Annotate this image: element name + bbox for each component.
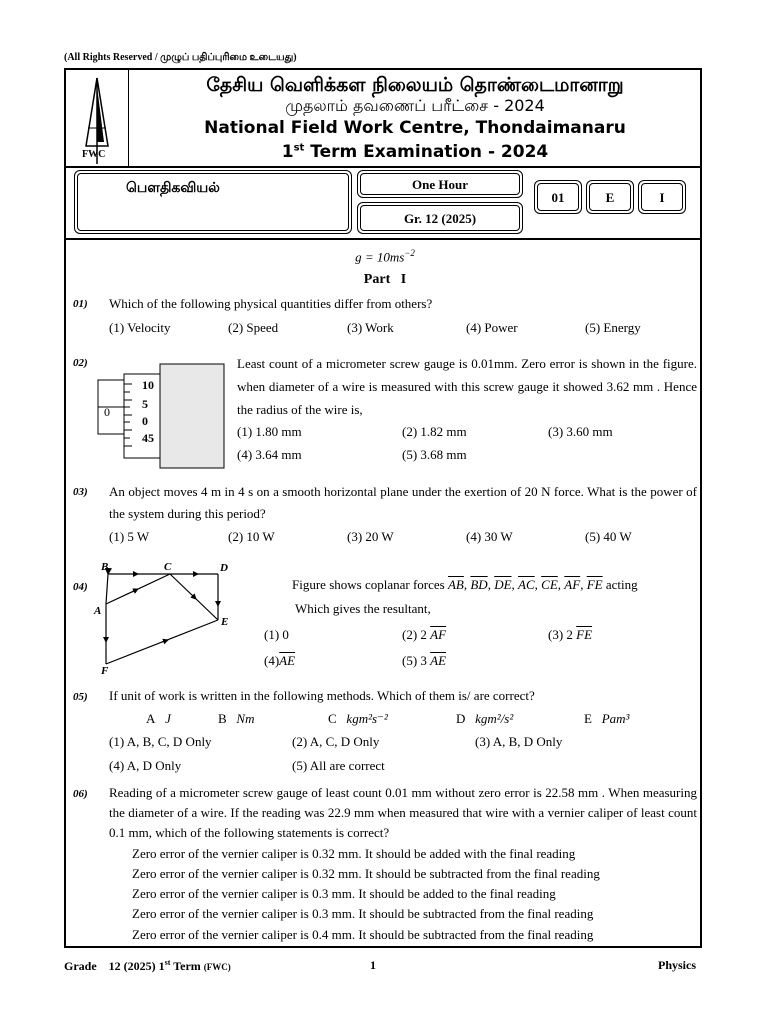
micrometer-tick-10: 10 [142,378,154,392]
q2-option-2[interactable]: (2) 1.82 mm [402,424,467,439]
q5-number: 05) [73,691,88,703]
q3-option-3[interactable]: (3) 20 W [347,529,394,544]
q3-option-4[interactable]: (4) 30 W [466,529,513,544]
vector-AC: $\overline{AC}$ [518,577,535,592]
subject-name: பௌதிகவியல் [126,180,220,196]
q6-text: Reading of a micrometer screw gauge of least count 0.01 mm without zero error is 22.58 mm . When measuring the diameter of a wire. If the reading was 22.9 mm when measured that wire with a vernier caliper of least count 0.1 mm, which of the following statements is correct? [109,785,697,840]
micrometer-tick-5: 5 [142,397,148,411]
q4-option-5[interactable]: (5) 3 $\overline{AE}$ [402,653,447,668]
q3-option-5[interactable]: (5) 40 W [585,529,632,544]
micrometer-figure-icon [96,360,228,470]
point-A-label: A [94,605,102,617]
point-E-label: E [221,616,229,628]
code-2: E [605,190,615,205]
vector-AB: $\overline{AB}$ [447,577,464,592]
part-heading: Part I [363,272,407,287]
q2-option-3[interactable]: (3) 3.60 mm [548,424,613,439]
q2-option-5[interactable]: (5) 3.68 mm [402,447,467,462]
q2-option-4[interactable]: (4) 3.64 mm [237,447,302,462]
code-1: 01 [551,190,565,205]
q5-text: If unit of work is written in the following methods. Which of them is/ are correct? [109,688,535,703]
vector-FE: $\overline{FE}$ [586,577,603,592]
point-F-label: F [101,665,109,677]
point-D-label: D [220,562,228,574]
q6-number: 06) [73,788,88,800]
code-3: I [659,190,665,205]
q5-option-1[interactable]: (1) A, B, C, D Only [109,734,212,749]
q5-unit-B: B Nm [218,711,255,726]
duration: One Hour [412,177,468,192]
vector-CE: $\overline{CE}$ [541,577,558,592]
english-title: National Field Work Centre, Thondaimanaru [204,118,626,138]
q3-number: 03) [73,486,88,498]
point-B-label: B [101,561,109,573]
q4-text: Figure shows coplanar forces $\overline{AB}$, $\overline{BD}$, $\overline{DE}$, $\overline{AC}$, $\overline{CE}$, $\overline{AF}$, $\overline{FE}$ acting [292,577,638,592]
rights-notice: (All Rights Reserved / முழுப் பதிப்புரிமை உடையது) [64,52,297,63]
vector-DE: $\overline{DE}$ [494,577,512,592]
info-divider [66,238,700,240]
q1-option-5[interactable]: (5) Energy [585,320,641,335]
q5-option-3[interactable]: (3) A, B, D Only [475,734,563,749]
tamil-title: தேசிய வெளிக்கள நிலையம் தொண்டைமானாறு [206,74,624,96]
q3-text: An object moves 4 m in 4 s on a smooth horizontal plane under the exertion of 20 N force. What is the power of the system during this period? [109,484,697,521]
q5-option-2[interactable]: (2) A, C, D Only [292,734,380,749]
q4-vector-list: $\overline{AB}$, $\overline{BD}$, $\overline{DE}$, $\overline{AC}$, $\overline{CE}$, $\overline{AF}$, $\overline{FE}$ [447,577,603,592]
logo-label: FWC [82,149,106,160]
exam-title: 1st Term Examination - 2024 [281,142,549,162]
q4-number: 04) [73,581,88,593]
footer-page-number: 1 [370,958,376,972]
force-vector-figure-icon [92,560,242,680]
q5-option-4[interactable]: (4) A, D Only [109,758,182,773]
footer-subject: Physics [658,958,697,972]
q4-option-4[interactable]: $(4)\overline{AE}$ [264,653,296,668]
q2-option-1[interactable]: (1) 1.80 mm [237,424,302,439]
q5-option-5[interactable]: (5) All are correct [292,758,385,773]
vector-BD: $\overline{BD}$ [470,577,488,592]
q6-option-2[interactable]: Zero error of the vernier caliper is 0.32 mm. It should be subtracted from the final reading [132,866,600,881]
q6-option-1[interactable]: Zero error of the vernier caliper is 0.32 mm. It should be added with the final reading [132,846,576,861]
q5-unit-D: D kgm²/s² [456,711,514,726]
gravity-constant: $g = 10ms^{-2}$ [355,248,415,265]
q3-option-2[interactable]: (2) 10 W [228,529,275,544]
q6-option-4[interactable]: Zero error of the vernier caliper is 0.3 mm. It should be subtracted from the final reading [132,906,594,921]
logo-divider [128,70,129,166]
header-divider [66,166,700,168]
q1-number: 01) [73,298,88,310]
q2-number: 02) [73,357,88,369]
tamil-subtitle: முதலாம் தவணைப் பரீட்சை - 2024 [285,96,545,115]
q1-option-3[interactable]: (3) Work [347,320,394,335]
q1-option-4[interactable]: (4) Power [466,320,518,335]
point-C-label: C [164,561,172,573]
q4-option-1[interactable]: (1) 0 [264,627,289,642]
footer-grade: Grade 12 (2025) 1st Term (FWC) [64,958,231,973]
q4-option-3[interactable]: (3) 2 $\overline{FE}$ [548,627,593,642]
grade: Gr. 12 (2025) [403,211,477,226]
micrometer-tick-0: 0 [142,414,148,428]
q4-option-2[interactable]: (2) 2 $\overline{AF}$ [402,627,447,642]
q5-unit-E: E Pam³ [584,711,630,726]
q1-text: Which of the following physical quantities differ from others? [109,296,433,311]
q6-option-5[interactable]: Zero error of the vernier caliper is 0.4 mm. It should be subtracted from the final reading [132,927,594,942]
q1-option-1[interactable]: (1) Velocity [109,320,171,335]
q1-option-2[interactable]: (2) Speed [228,320,279,335]
q2-text: Least count of a micrometer screw gauge is 0.01mm. Zero error is shown in the figure. when diameter of a wire is measured with this screw gauge it showed 3.62 mm . Hence the radius of the wire is, [237,356,697,417]
vector-AF: $\overline{AF}$ [564,577,581,592]
q4-text-2: Which gives the resultant, [295,601,431,616]
micrometer-main-zero: 0 [104,405,110,419]
q5-unit-C: C kgm²s⁻² [328,711,388,726]
q5-unit-A: A J [146,711,171,726]
micrometer-tick-45: 45 [142,431,154,445]
q6-option-3[interactable]: Zero error of the vernier caliper is 0.3 mm. It should be added to the final reading [132,886,556,901]
q3-option-1[interactable]: (1) 5 W [109,529,150,544]
